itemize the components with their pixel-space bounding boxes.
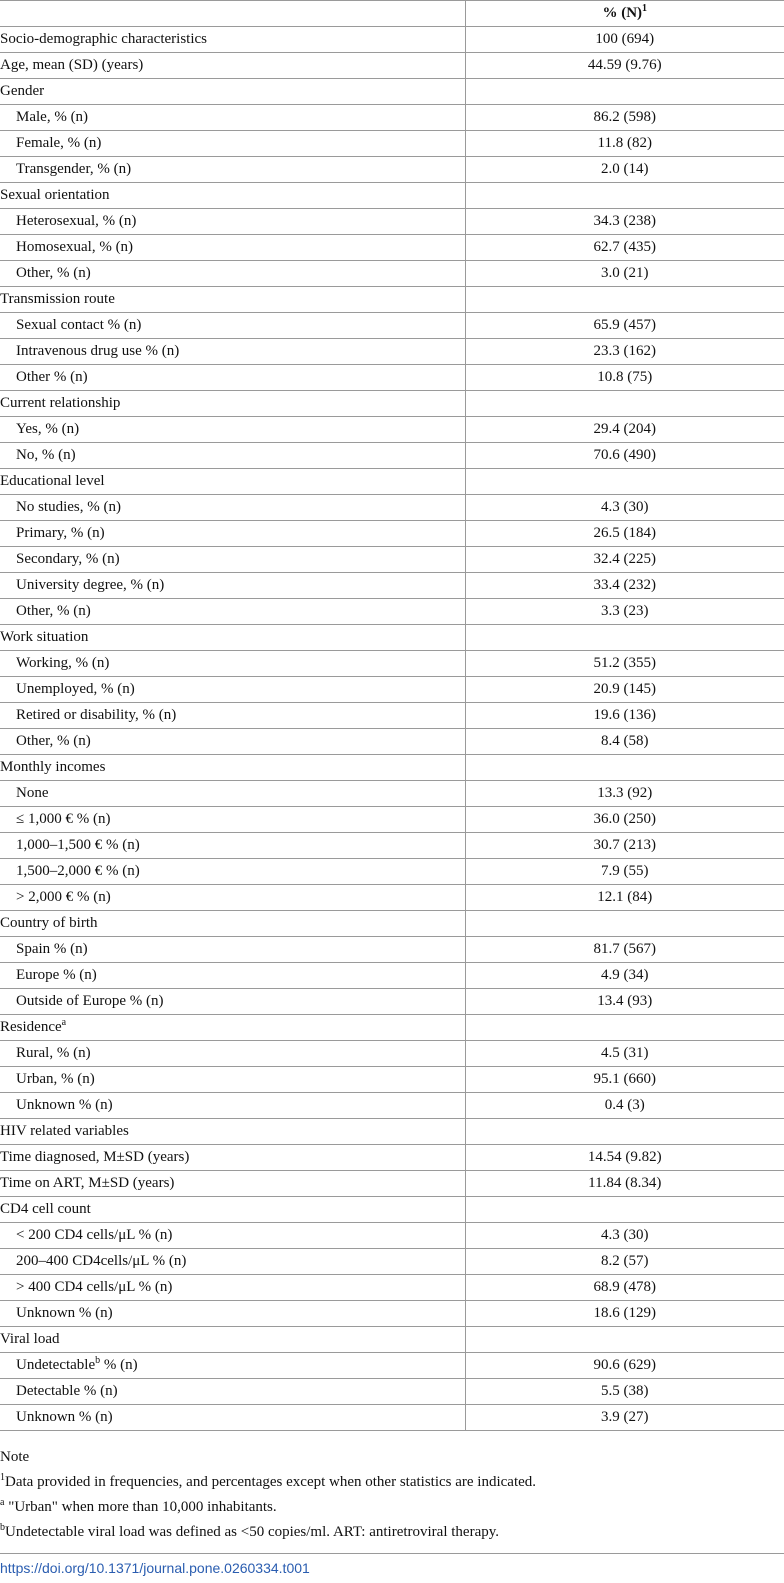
table-row <box>0 1327 784 1353</box>
row-value: 51.2 (355) <box>465 651 784 677</box>
table-row <box>0 1249 784 1275</box>
row-value: 26.5 (184) <box>465 521 784 547</box>
row-label-cell <box>0 625 465 651</box>
row-label-cell <box>0 417 465 443</box>
row-label-suffix: % (n) <box>100 1357 138 1373</box>
table-row <box>0 1379 784 1405</box>
table-row <box>0 1405 784 1431</box>
row-label: Other % (n) <box>16 369 88 385</box>
row-label: 1,000–1,500 € % (n) <box>16 837 140 853</box>
row-label-cell <box>0 573 465 599</box>
row-label-cell <box>0 885 465 911</box>
table-row <box>0 313 784 339</box>
table-row <box>0 209 784 235</box>
row-label-cell <box>0 1093 465 1119</box>
row-value: 23.3 (162) <box>465 339 784 365</box>
row-value: 20.9 (145) <box>465 677 784 703</box>
row-label-cell <box>0 287 465 313</box>
row-label-cell <box>0 443 465 469</box>
row-label-cell <box>0 365 465 391</box>
table-row <box>0 521 784 547</box>
row-label-cell <box>0 1145 465 1171</box>
row-label-cell <box>0 79 465 105</box>
row-label: Unknown % (n) <box>16 1097 113 1113</box>
row-label-cell <box>0 1197 465 1223</box>
table-row <box>0 989 784 1015</box>
row-value <box>465 183 784 209</box>
row-value: 68.9 (478) <box>465 1275 784 1301</box>
row-label-cell <box>0 833 465 859</box>
row-label-cell <box>0 651 465 677</box>
table-row <box>0 1015 784 1041</box>
row-label-cell <box>0 729 465 755</box>
row-value: 12.1 (84) <box>465 885 784 911</box>
footnote-a-marker: a <box>0 1497 5 1508</box>
table-row <box>0 1145 784 1171</box>
table-row <box>0 287 784 313</box>
table-row <box>0 729 784 755</box>
row-label-cell <box>0 781 465 807</box>
table-row <box>0 417 784 443</box>
table-row <box>0 469 784 495</box>
row-value: 81.7 (567) <box>465 937 784 963</box>
row-value: 11.84 (8.34) <box>465 1171 784 1197</box>
row-value: 14.54 (9.82) <box>465 1145 784 1171</box>
table-row <box>0 339 784 365</box>
table-row <box>0 573 784 599</box>
row-label: Socio-demographic characteristics <box>0 31 207 47</box>
table-row <box>0 781 784 807</box>
row-label: Heterosexual, % (n) <box>16 213 137 229</box>
row-label-cell <box>0 1249 465 1275</box>
row-label: 200–400 CD4cells/μL % (n) <box>16 1253 187 1269</box>
table-row <box>0 859 784 885</box>
row-value: 19.6 (136) <box>465 703 784 729</box>
footnote-b <box>0 1520 784 1545</box>
table-row <box>0 1067 784 1093</box>
row-label-cell <box>0 755 465 781</box>
row-value: 18.6 (129) <box>465 1301 784 1327</box>
row-label-cell <box>0 131 465 157</box>
header-value-cell <box>465 1 784 27</box>
table-row <box>0 911 784 937</box>
row-label: CD4 cell count <box>0 1201 91 1217</box>
row-label: ≤ 1,000 € % (n) <box>16 811 111 827</box>
table-row <box>0 79 784 105</box>
row-label: Viral load <box>0 1331 60 1347</box>
row-label-cell <box>0 157 465 183</box>
row-label: Unknown % (n) <box>16 1409 113 1425</box>
row-value: 2.0 (14) <box>465 157 784 183</box>
row-label: Sexual orientation <box>0 187 110 203</box>
row-label-cell <box>0 1015 465 1041</box>
table-row <box>0 53 784 79</box>
row-label-cell <box>0 53 465 79</box>
header-footnote-marker: 1 <box>642 3 648 14</box>
row-label-cell <box>0 599 465 625</box>
row-label: Unknown % (n) <box>16 1305 113 1321</box>
table-row <box>0 1119 784 1145</box>
row-value: 90.6 (629) <box>465 1353 784 1379</box>
row-label: Unemployed, % (n) <box>16 681 135 697</box>
row-value: 95.1 (660) <box>465 1067 784 1093</box>
footnote-a <box>0 1495 784 1520</box>
row-label: Age, mean (SD) (years) <box>0 57 144 73</box>
table-row <box>0 1301 784 1327</box>
row-value: 4.3 (30) <box>465 495 784 521</box>
footnote-a-text: "Urban" when more than 10,000 inhabitants. <box>4 1499 277 1515</box>
row-label-cell <box>0 1327 465 1353</box>
row-label-cell <box>0 703 465 729</box>
row-label: Europe % (n) <box>16 967 97 983</box>
row-label-cell <box>0 1223 465 1249</box>
row-label-cell <box>0 547 465 573</box>
row-label: > 2,000 € % (n) <box>16 889 111 905</box>
row-value: 3.0 (21) <box>465 261 784 287</box>
row-value: 4.9 (34) <box>465 963 784 989</box>
doi-link[interactable]: https://doi.org/10.1371/journal.pone.0260334.t001 <box>0 1553 784 1576</box>
row-label: Undetectable <box>16 1357 96 1373</box>
header-value-text: % (N) <box>602 5 643 21</box>
row-label-cell <box>0 937 465 963</box>
row-label-cell <box>0 339 465 365</box>
table-row <box>0 105 784 131</box>
row-label: Time diagnosed, M±SD (years) <box>0 1149 190 1165</box>
row-label: Gender <box>0 83 45 99</box>
row-label: Rural, % (n) <box>16 1045 91 1061</box>
row-label-cell <box>0 1275 465 1301</box>
table-row <box>0 937 784 963</box>
table-row <box>0 27 784 53</box>
row-value: 44.59 (9.76) <box>465 53 784 79</box>
table-row <box>0 755 784 781</box>
row-label: Spain % (n) <box>16 941 88 957</box>
table-row <box>0 885 784 911</box>
row-footnote-marker: a <box>61 1017 67 1028</box>
row-value: 62.7 (435) <box>465 235 784 261</box>
table-header-row <box>0 1 784 27</box>
row-label-cell <box>0 1301 465 1327</box>
row-value: 29.4 (204) <box>465 417 784 443</box>
row-label: Intravenous drug use % (n) <box>16 343 180 359</box>
row-label: Detectable % (n) <box>16 1383 118 1399</box>
row-value: 4.3 (30) <box>465 1223 784 1249</box>
row-label-cell <box>0 1067 465 1093</box>
row-label-cell <box>0 313 465 339</box>
row-value: 0.4 (3) <box>465 1093 784 1119</box>
row-label-cell <box>0 677 465 703</box>
row-value: 3.9 (27) <box>465 1405 784 1431</box>
row-label-cell <box>0 1405 465 1431</box>
row-label: Urban, % (n) <box>16 1071 95 1087</box>
table-row <box>0 1223 784 1249</box>
row-label: Sexual contact % (n) <box>16 317 142 333</box>
row-label: < 200 CD4 cells/μL % (n) <box>16 1227 173 1243</box>
row-label: Other, % (n) <box>16 733 91 749</box>
table-notes <box>0 1445 784 1545</box>
row-value <box>465 1119 784 1145</box>
row-label-cell <box>0 1119 465 1145</box>
row-value <box>465 1327 784 1353</box>
row-value: 13.4 (93) <box>465 989 784 1015</box>
row-label-cell <box>0 209 465 235</box>
table-row <box>0 131 784 157</box>
table-row <box>0 599 784 625</box>
row-value: 11.8 (82) <box>465 131 784 157</box>
row-value: 65.9 (457) <box>465 313 784 339</box>
row-label: Primary, % (n) <box>16 525 105 541</box>
table-row <box>0 391 784 417</box>
row-footnote-marker: b <box>95 1355 101 1366</box>
row-label: University degree, % (n) <box>16 577 165 593</box>
row-label-cell <box>0 495 465 521</box>
notes-title: Note <box>0 1449 30 1465</box>
row-value <box>465 469 784 495</box>
footnote-1-text: Data provided in frequencies, and percentages except when other statistics are indicated. <box>5 1474 537 1490</box>
row-label: Educational level <box>0 473 105 489</box>
row-label: Residence <box>0 1019 62 1035</box>
row-label: 1,500–2,000 € % (n) <box>16 863 140 879</box>
header-label-cell <box>0 1 465 27</box>
row-label: Transmission route <box>0 291 115 307</box>
row-value: 36.0 (250) <box>465 807 784 833</box>
row-label-cell <box>0 391 465 417</box>
row-label: None <box>16 785 49 801</box>
table-row <box>0 1197 784 1223</box>
row-label: HIV related variables <box>0 1123 129 1139</box>
row-value: 4.5 (31) <box>465 1041 784 1067</box>
footnote-1-marker: 1 <box>0 1472 5 1483</box>
row-label: No studies, % (n) <box>16 499 121 515</box>
row-label: Yes, % (n) <box>16 421 80 437</box>
row-label-cell <box>0 911 465 937</box>
row-label-cell <box>0 1353 465 1379</box>
row-label-cell <box>0 105 465 131</box>
row-label: Country of birth <box>0 915 98 931</box>
table-row <box>0 703 784 729</box>
row-label: Transgender, % (n) <box>16 161 132 177</box>
row-value <box>465 287 784 313</box>
footnote-b-marker: b <box>0 1522 5 1533</box>
row-value <box>465 391 784 417</box>
row-value: 13.3 (92) <box>465 781 784 807</box>
table-row <box>0 807 784 833</box>
table-row <box>0 625 784 651</box>
table-row <box>0 365 784 391</box>
row-value <box>465 1197 784 1223</box>
row-value: 100 (694) <box>465 27 784 53</box>
table-row <box>0 183 784 209</box>
row-label: Time on ART, M±SD (years) <box>0 1175 175 1191</box>
row-label-cell <box>0 27 465 53</box>
row-value: 32.4 (225) <box>465 547 784 573</box>
row-value: 5.5 (38) <box>465 1379 784 1405</box>
table-row <box>0 1093 784 1119</box>
row-label: Female, % (n) <box>16 135 102 151</box>
table-row <box>0 261 784 287</box>
table-row <box>0 651 784 677</box>
footnote-1 <box>0 1470 784 1495</box>
row-value <box>465 625 784 651</box>
row-label: > 400 CD4 cells/μL % (n) <box>16 1279 173 1295</box>
row-value <box>465 755 784 781</box>
table-row <box>0 157 784 183</box>
row-label-cell <box>0 963 465 989</box>
row-label-cell <box>0 521 465 547</box>
row-label: Monthly incomes <box>0 759 106 775</box>
row-value: 70.6 (490) <box>465 443 784 469</box>
row-value: 30.7 (213) <box>465 833 784 859</box>
row-value: 8.4 (58) <box>465 729 784 755</box>
row-label: Homosexual, % (n) <box>16 239 134 255</box>
table-row <box>0 495 784 521</box>
row-value: 7.9 (55) <box>465 859 784 885</box>
footnote-b-text: Undetectable viral load was defined as <50 copies/ml. ART: antiretroviral therapy. <box>5 1524 500 1540</box>
row-label-cell <box>0 261 465 287</box>
row-label-cell <box>0 1171 465 1197</box>
table-row <box>0 1275 784 1301</box>
row-value <box>465 911 784 937</box>
row-label-cell <box>0 807 465 833</box>
row-label: Work situation <box>0 629 89 645</box>
row-label-cell <box>0 989 465 1015</box>
row-value <box>465 1015 784 1041</box>
row-label-cell <box>0 183 465 209</box>
row-label-cell <box>0 859 465 885</box>
table-row <box>0 235 784 261</box>
row-label: Other, % (n) <box>16 603 91 619</box>
row-label: Other, % (n) <box>16 265 91 281</box>
row-value: 3.3 (23) <box>465 599 784 625</box>
table-row <box>0 443 784 469</box>
row-value: 33.4 (232) <box>465 573 784 599</box>
table-row <box>0 547 784 573</box>
row-label-cell <box>0 235 465 261</box>
row-value: 34.3 (238) <box>465 209 784 235</box>
table-row <box>0 1041 784 1067</box>
row-label: Male, % (n) <box>16 109 89 125</box>
row-label: No, % (n) <box>16 447 76 463</box>
row-label: Retired or disability, % (n) <box>16 707 177 723</box>
row-value <box>465 79 784 105</box>
row-label: Current relationship <box>0 395 121 411</box>
row-label: Working, % (n) <box>16 655 110 671</box>
row-label-cell <box>0 469 465 495</box>
row-label-cell <box>0 1379 465 1405</box>
row-value: 86.2 (598) <box>465 105 784 131</box>
table-row <box>0 1353 784 1379</box>
table-body <box>0 27 784 1431</box>
table-row <box>0 1171 784 1197</box>
row-value: 8.2 (57) <box>465 1249 784 1275</box>
row-value: 10.8 (75) <box>465 365 784 391</box>
row-label-cell <box>0 1041 465 1067</box>
table-row <box>0 833 784 859</box>
table-row <box>0 677 784 703</box>
row-label: Secondary, % (n) <box>16 551 120 567</box>
row-label: Outside of Europe % (n) <box>16 993 164 1009</box>
table-row <box>0 963 784 989</box>
